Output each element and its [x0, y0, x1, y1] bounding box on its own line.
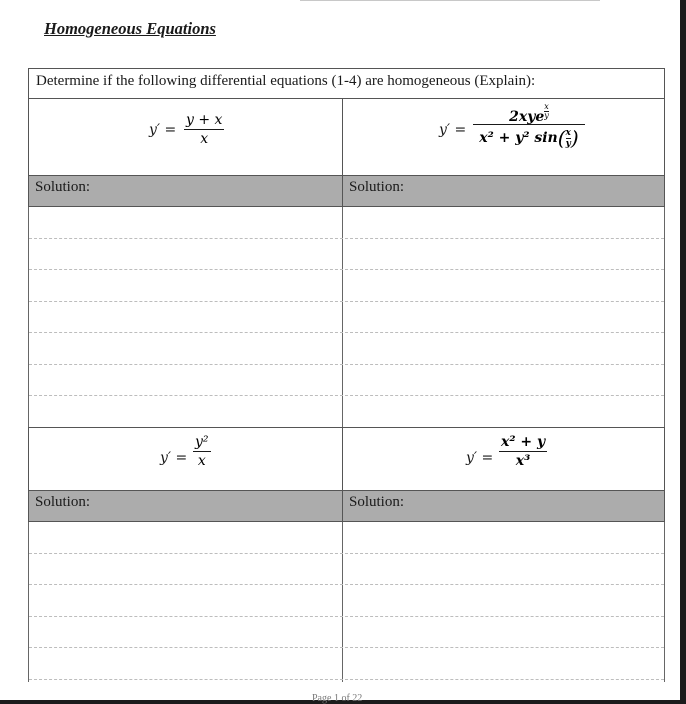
solution-label-3: Solution: — [29, 491, 343, 521]
equation-cell-1 — [29, 99, 343, 175]
eq4-fraction — [499, 434, 547, 469]
top-rule — [300, 0, 600, 1]
eq1-numerator: y + x — [186, 112, 223, 128]
eq2-exponent-num: x — [544, 102, 549, 111]
instructions-text: Determine if the following differential equations (1-4) are homogeneous (Explain): — [36, 73, 536, 89]
writing-line — [29, 584, 664, 585]
eq2-exponent-den: y — [544, 111, 549, 120]
writing-line — [29, 238, 664, 239]
page-footer: Page 1 of 22 — [312, 693, 363, 704]
eq2-fraction — [473, 103, 585, 150]
scan-edge — [680, 0, 686, 700]
solution-label-1: Solution: — [29, 176, 343, 206]
solution-bar-2 — [28, 490, 665, 522]
writing-line — [29, 647, 664, 648]
eq2-paren-open: ( — [557, 126, 566, 150]
eq1-fraction — [184, 112, 224, 147]
eq2-numerator — [473, 103, 585, 125]
solution-label-4: Solution: — [349, 494, 405, 510]
instructions-box — [28, 68, 665, 99]
solution-bar-1 — [28, 175, 665, 207]
eq2-numerator-base: 2xye — [509, 109, 545, 125]
eq4-numerator: x² + y — [501, 434, 546, 450]
eq3-fraction — [193, 434, 211, 469]
eq2-den-arg-num: x — [565, 127, 571, 138]
eq2-exponent — [544, 103, 549, 120]
writing-line — [29, 332, 664, 333]
eq2-denominator — [473, 125, 585, 150]
solution-area-2[interactable] — [28, 522, 665, 682]
eq1-denominator: x — [200, 131, 209, 147]
solution-label-2: Solution: — [349, 179, 405, 195]
equation-row-2 — [28, 427, 665, 492]
equation-cell-4 — [343, 428, 664, 491]
writing-line — [29, 553, 664, 554]
eq3-denominator: x — [197, 453, 206, 469]
eq2-den-arg-den: y — [565, 138, 571, 149]
equation-row-1 — [28, 99, 665, 176]
eq4-lhs: y′ = — [466, 450, 494, 466]
eq1-lhs: y′ = — [149, 122, 177, 138]
writing-line — [29, 364, 664, 365]
eq2-lhs: y′ = — [439, 122, 467, 138]
eq2-paren-close: ) — [570, 126, 579, 150]
writing-line — [29, 269, 664, 270]
eq3-numerator: y² — [195, 434, 209, 450]
writing-line — [29, 395, 664, 396]
eq4-denominator: x³ — [515, 453, 531, 469]
writing-line — [29, 301, 664, 302]
eq2-den-prefix: x² + y² sin — [479, 130, 558, 146]
writing-line — [29, 616, 664, 617]
solution-area-1-divider — [342, 207, 343, 427]
solution-area-2-divider — [342, 522, 343, 682]
writing-line — [29, 679, 664, 680]
page-title: Homogeneous Equations — [44, 19, 216, 38]
equation-cell-3 — [29, 428, 343, 491]
eq3-lhs: y′ = — [160, 450, 188, 466]
equation-cell-2 — [343, 99, 664, 175]
solution-area-1[interactable] — [28, 207, 665, 427]
